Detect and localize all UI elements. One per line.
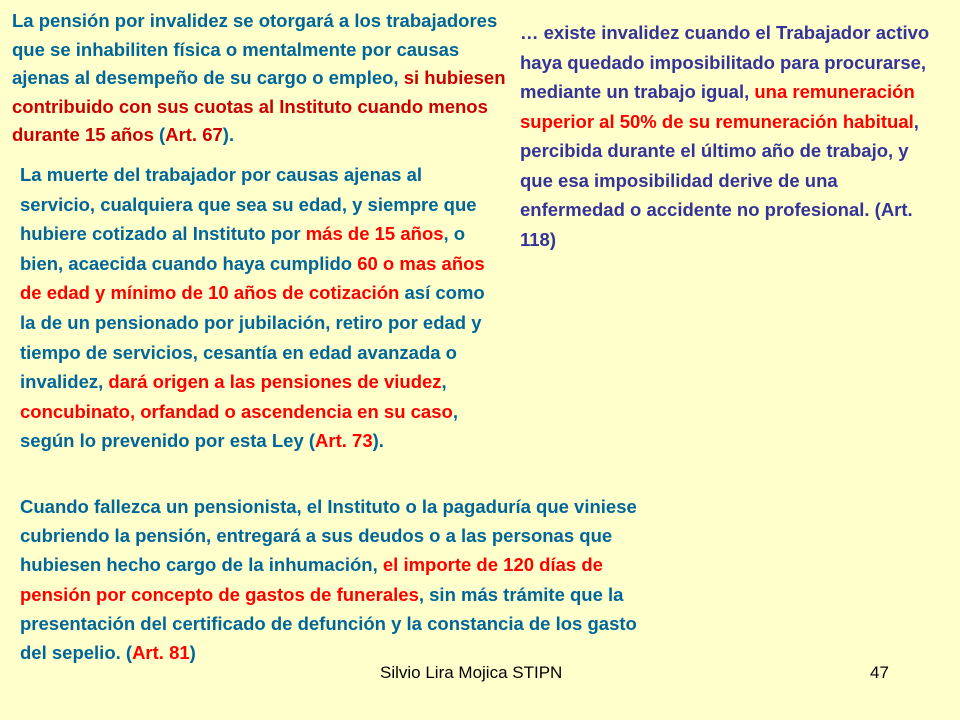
text-segment: , [441, 371, 447, 393]
text-block-gastos-funerales [20, 492, 640, 667]
text-segment: ). [372, 430, 384, 452]
article-reference: Art. 73 [315, 430, 373, 452]
page-number: 47 [870, 663, 889, 682]
text-segment: La muerte del trabajador por causas ajenas al servicio, cualquiera que sea su edad, y siempre que hubiere cotizado al Instituto por [20, 164, 477, 245]
highlight-segment: si hubiesen contribuido con sus cuotas al Instituto cuando menos durante 15 años [12, 67, 506, 145]
text-segment: ) [189, 642, 196, 664]
text-segment: ). [222, 124, 235, 145]
text-block-definicion-invalidez [520, 18, 940, 254]
text-segment: Cuando fallezca un pensionista, el Instituto o la pagaduría que viniese cubriendo la pensión, entregará a sus deudos o a las personas que hubiesen hecho cargo de la inhumación, [20, 496, 637, 576]
highlight-segment: una remuneración superior al 50% de su remuneración habitual [520, 81, 915, 132]
text-block-muerte-trabajador [20, 160, 490, 456]
text-segment: , sin más trámite que la presentación del certificado de defunción y la constancia de los gasto del sepelio. ( [20, 583, 637, 664]
text-segment: … existe invalidez cuando el Trabajador activo haya quedado imposibilitado para procurarse, mediante un trabajo igual, [520, 22, 930, 102]
text-segment: La pensión por invalidez se otorgará a los trabajadores que se inhabiliten física o mentalmente por causas ajenas al desempeño de su cargo o empleo, [12, 10, 498, 88]
text-segment: ( [153, 124, 166, 145]
highlight-segment: dará origen a las pensiones de viudez [108, 371, 442, 393]
text-segment: , percibida durante el último año de trabajo, y que esa imposibilidad derive de una enfermedad o accidente no profesional. (Art. 118) [520, 110, 919, 250]
text-block-invalidez-cotizacion [12, 7, 512, 150]
highlight-segment: concubinato, orfandad o ascendencia en su caso [20, 400, 453, 422]
article-reference: Art. 67 [165, 124, 223, 145]
highlight-segment: más de 15 años [305, 223, 444, 245]
article-reference: Art. 81 [132, 642, 190, 664]
text-segment: , o bien, acaecida cuando haya cumplido [20, 223, 466, 274]
highlight-segment: el importe de 120 días de pensión por concepto de gastos de funerales [20, 554, 603, 605]
footer-author: Silvio Lira Mojica STIPN [380, 663, 563, 682]
text-segment: , según lo prevenido por esta Ley ( [20, 400, 458, 452]
text-segment: así como la de un pensionado por jubilación, retiro por edad y tiempo de servicios, cesantía en edad avanzada o invalidez, [20, 282, 485, 393]
highlight-segment: 60 o mas años de edad y mínimo de 10 años de cotización [20, 252, 485, 304]
